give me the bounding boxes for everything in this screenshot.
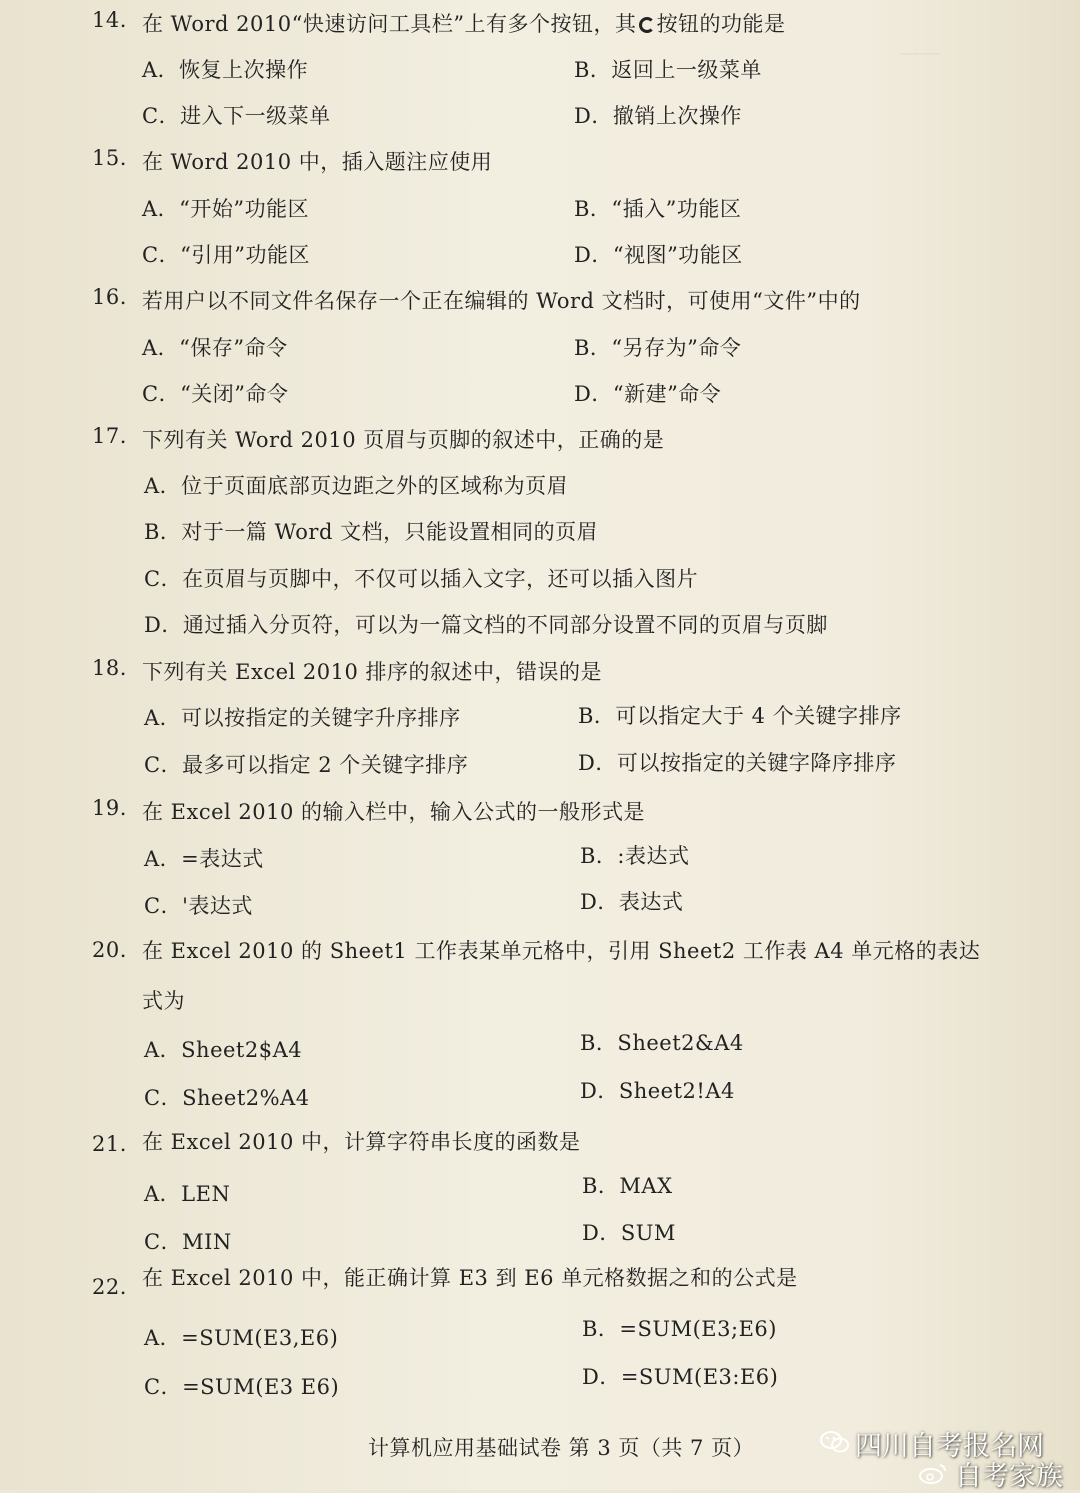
option-c: C．Sheet2%A4: [144, 1086, 310, 1110]
option-d: D．撤销上次操作: [574, 104, 742, 128]
question-number: 20.: [92, 938, 127, 962]
question-number: 19.: [92, 796, 127, 820]
option-a: A．可以按指定的关键字升序排序: [144, 706, 461, 730]
option-c: C．在页眉与页脚中，不仅可以插入文字，还可以插入图片: [144, 567, 699, 591]
option-d: D．“视图”功能区: [574, 243, 743, 267]
question-text: 若用户以不同文件名保存一个正在编辑的 Word 文档时，可使用“文件”中的: [142, 289, 861, 313]
question-text: 在 Excel 2010 中，计算字符串长度的函数是: [142, 1130, 581, 1154]
question-number: 17.: [92, 424, 127, 448]
option-c: C．进入下一级菜单: [142, 104, 331, 128]
option-b: B．=SUM(E3;E6): [582, 1317, 777, 1341]
option-d: D．“新建”命令: [574, 382, 722, 406]
undo-arrow-icon: [639, 17, 655, 33]
question-number: 15.: [92, 146, 127, 170]
option-b: B．MAX: [582, 1174, 673, 1198]
option-b: B．Sheet2&A4: [580, 1031, 744, 1055]
weibo-icon: [918, 1462, 948, 1486]
option-a: A．恢复上次操作: [142, 58, 309, 82]
bleed-through: ——: [900, 40, 940, 64]
option-c: C．'表达式: [144, 894, 253, 918]
page-footer: 计算机应用基础试卷 第 3 页（共 7 页）: [368, 1436, 755, 1460]
option-c: C．MIN: [144, 1230, 232, 1254]
question-text-continued: 式为: [142, 989, 185, 1013]
option-b: B．可以指定大于 4 个关键字排序: [578, 704, 902, 728]
question-text: 在 Word 2010 中，插入题注应使用: [142, 150, 493, 174]
watermark-site-name: 四川自考报名网: [855, 1431, 1044, 1462]
option-b: B．:表达式: [580, 844, 690, 868]
option-b: B．“另存为”命令: [574, 336, 742, 360]
option-d: D．SUM: [582, 1221, 676, 1245]
watermark-account-name: 自考家族: [955, 1461, 1063, 1492]
option-a: A．LEN: [144, 1182, 231, 1206]
question-text: 在 Excel 2010 中，能正确计算 E3 到 E6 单元格数据之和的公式是: [142, 1266, 798, 1290]
option-a: A．“保存”命令: [142, 336, 288, 360]
option-d: D．=SUM(E3:E6): [582, 1365, 779, 1389]
option-c: C．“引用”功能区: [142, 243, 311, 267]
question-number: 22.: [92, 1275, 127, 1299]
question-number: 16.: [92, 285, 127, 309]
option-b: B．“插入”功能区: [574, 197, 742, 221]
option-c: C．=SUM(E3 E6): [144, 1375, 340, 1399]
option-a: A．“开始”功能区: [142, 197, 310, 221]
option-d: D．Sheet2!A4: [580, 1079, 735, 1103]
option-a: A．位于页面底部页边距之外的区域称为页眉: [144, 474, 569, 498]
question-text: 下列有关 Excel 2010 排序的叙述中，错误的是: [142, 660, 603, 684]
question-text-before: 在 Word 2010“快速访问工具栏”上有多个按钮，其: [142, 12, 637, 36]
option-d: D．表达式: [580, 890, 684, 914]
option-b: B．返回上一级菜单: [574, 58, 762, 82]
question-number: 18.: [92, 656, 127, 680]
option-d: D．通过插入分页符，可以为一篇文档的不同部分设置不同的页眉与页脚: [144, 613, 828, 637]
question-text-after: 按钮的功能是: [656, 12, 786, 36]
question-text: [142, 8, 786, 38]
option-c: C．最多可以指定 2 个关键字排序: [144, 753, 469, 777]
option-a: A．Sheet2$A4: [144, 1038, 303, 1062]
option-a: A．=SUM(E3,E6): [144, 1326, 339, 1350]
wechat-icon: [820, 1430, 850, 1454]
option-a: A．=表达式: [144, 847, 264, 871]
question-text: 下列有关 Word 2010 页眉与页脚的叙述中，正确的是: [142, 428, 665, 452]
question-number: 14.: [92, 8, 127, 32]
question-text: 在 Excel 2010 的输入栏中，输入公式的一般形式是: [142, 800, 646, 824]
question-text: 在 Excel 2010 的 Sheet1 工作表某单元格中，引用 Sheet2 工作表 A4 单元格的表达: [142, 939, 981, 963]
option-b: B．对于一篇 Word 文档，只能设置相同的页眉: [144, 520, 599, 544]
question-number: 21.: [92, 1132, 127, 1156]
option-c: C．“关闭”命令: [142, 382, 289, 406]
option-d: D．可以按指定的关键字降序排序: [578, 751, 897, 775]
